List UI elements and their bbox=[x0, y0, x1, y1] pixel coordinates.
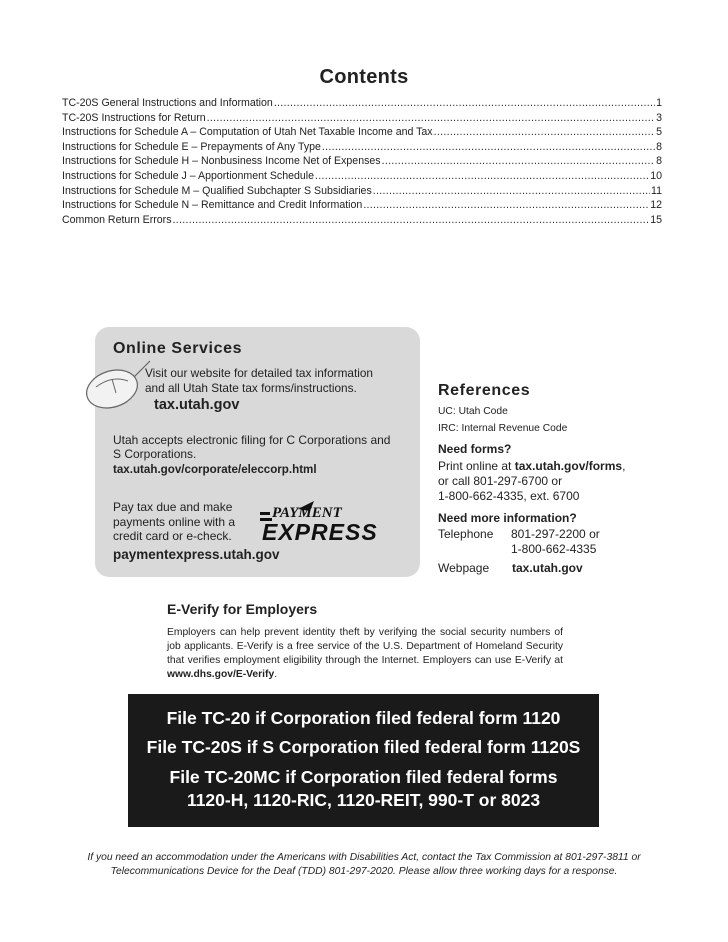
filing-line-4: 1120-H, 1120-RIC, 1120-REIT, 990-T or 8023 bbox=[186, 790, 541, 810]
toc-leader-dots bbox=[382, 154, 656, 169]
toc-entry-title: TC-20S General Instructions and Information bbox=[62, 97, 273, 109]
efile-text: Utah accepts electronic filing for C Corporations and S Corporations. bbox=[113, 433, 391, 461]
footer-line-1: If you need an accommodation under the Americans with Disabilities Act, contact the Tax Commission at 801-297-3811 or bbox=[87, 852, 641, 863]
toc-leader-dots bbox=[373, 184, 650, 199]
print-suffix: , bbox=[622, 459, 626, 473]
tax-website-link[interactable]: tax.utah.gov bbox=[154, 397, 240, 413]
filing-line-3: File TC-20MC if Corporation filed federal forms bbox=[169, 767, 558, 787]
need-forms-heading: Need forms? bbox=[438, 442, 512, 456]
toc-leader-dots bbox=[322, 140, 655, 155]
reference-irc: IRC: Internal Revenue Code bbox=[438, 423, 568, 434]
footer-line-2: Telecommunications Device for the Deaf (TDD) 801-297-2020. Please allow three working days for a response. bbox=[110, 865, 618, 877]
toc-leader-dots bbox=[207, 111, 655, 126]
toc-entry[interactable] bbox=[62, 198, 662, 213]
toc-entry-title: Instructions for Schedule H – Nonbusiness Income Net of Expenses bbox=[62, 155, 381, 168]
toc-entry[interactable] bbox=[62, 125, 662, 140]
toc-entry[interactable] bbox=[62, 140, 662, 155]
toc-entry-title: Common Return Errors bbox=[62, 213, 172, 226]
toc-entry[interactable] bbox=[62, 111, 662, 126]
telephone-label: Telephone bbox=[438, 527, 494, 541]
everify-body bbox=[167, 626, 563, 682]
toc-leader-dots bbox=[363, 198, 649, 213]
toc-entry-page: 8 bbox=[656, 155, 662, 168]
forms-link[interactable]: tax.utah.gov/forms bbox=[514, 459, 623, 473]
toc-entry-page: 1 bbox=[656, 97, 662, 109]
toc-entry-title: Instructions for Schedule J – Apportionment Schedule bbox=[62, 169, 315, 182]
toc-entry[interactable] bbox=[62, 213, 662, 228]
need-info-heading: Need more information? bbox=[438, 511, 577, 525]
payment-text: Pay tax due and make payments online with a credit card or e-check. bbox=[113, 500, 236, 543]
visit-line-2: and all Utah State tax forms/instructions. bbox=[145, 380, 357, 395]
computer-mouse-icon bbox=[82, 357, 152, 412]
toc-entry[interactable] bbox=[62, 184, 662, 199]
filing-line-2: File TC-20S if S Corporation filed federal form 1120S bbox=[146, 737, 581, 757]
toc-entry-page: 12 bbox=[650, 199, 662, 212]
toc-entry-title: Instructions for Schedule N – Remittance and Credit Information bbox=[62, 199, 363, 212]
toc-entry-title: Instructions for Schedule E – Prepayments of Any Type bbox=[62, 140, 321, 153]
need-forms-body bbox=[438, 459, 698, 504]
toc-leader-dots bbox=[274, 96, 655, 111]
webpage-label: Webpage bbox=[438, 561, 490, 575]
filing-line-1: File TC-20 if Corporation filed federal form 1120 bbox=[166, 708, 561, 728]
everify-title: E-Verify for Employers bbox=[167, 601, 318, 617]
filing-instructions-box bbox=[128, 694, 599, 827]
payment-logo-bottom: EXPRESS bbox=[262, 519, 378, 543]
accessibility-footer bbox=[40, 851, 688, 878]
toc-entry-page: 8 bbox=[656, 140, 662, 153]
toc-entry[interactable] bbox=[62, 96, 662, 111]
toc-entry[interactable] bbox=[62, 169, 662, 184]
toc-entry-page: 3 bbox=[656, 111, 662, 124]
payment-logo-top: PAYMENT bbox=[272, 505, 342, 521]
toc-leader-dots bbox=[173, 213, 650, 228]
print-prefix: Print online at bbox=[438, 459, 515, 473]
online-services-title: Online Services bbox=[113, 340, 243, 357]
references-title: References bbox=[438, 382, 531, 399]
efile-link[interactable]: tax.utah.gov/corporate/eleccorp.html bbox=[113, 463, 317, 476]
everify-text: Employers can help prevent identity theft by verifying the social security numbers of job applicants. E-Verify is a free service of the U.S. Department of Homeland Security that verifies employment eligibility through the Internet. Employers can use E-Verify at bbox=[167, 627, 563, 666]
reference-uc: UC: Utah Code bbox=[438, 406, 508, 417]
call-line-1: or call 801-297-6700 or bbox=[438, 474, 563, 488]
call-line-2: 1-800-662-4335, ext. 6700 bbox=[438, 489, 580, 503]
toc-entry-title: Instructions for Schedule M – Qualified Subchapter S Subsidiaries bbox=[62, 184, 372, 197]
toc-leader-dots bbox=[434, 125, 655, 140]
toc-entry-title: Instructions for Schedule A – Computation of Utah Net Taxable Income and Tax bbox=[62, 126, 433, 139]
toc-entry-page: 15 bbox=[650, 213, 662, 226]
online-services-description bbox=[145, 366, 405, 395]
table-of-contents bbox=[62, 96, 662, 227]
payment-express-link[interactable]: paymentexpress.utah.gov bbox=[113, 547, 280, 562]
toc-entry-page: 10 bbox=[650, 169, 662, 182]
toc-entry-title: TC-20S Instructions for Return bbox=[62, 111, 206, 124]
toc-entry[interactable] bbox=[62, 154, 662, 169]
webpage-link[interactable]: tax.utah.gov bbox=[512, 561, 583, 575]
everify-link[interactable]: www.dhs.gov/E-Verify bbox=[167, 669, 275, 680]
toc-entry-page: 11 bbox=[651, 184, 662, 197]
telephone-number-1: 801-297-2200 or bbox=[511, 527, 600, 541]
visit-line-1: Visit our website for detailed tax information bbox=[145, 366, 373, 380]
contents-heading: Contents bbox=[319, 66, 409, 88]
everify-period: . bbox=[274, 669, 278, 680]
payment-express-logo bbox=[258, 499, 398, 543]
toc-leader-dots bbox=[315, 169, 649, 184]
toc-entry-page: 5 bbox=[656, 126, 662, 139]
telephone-number-2: 1-800-662-4335 bbox=[511, 542, 597, 556]
